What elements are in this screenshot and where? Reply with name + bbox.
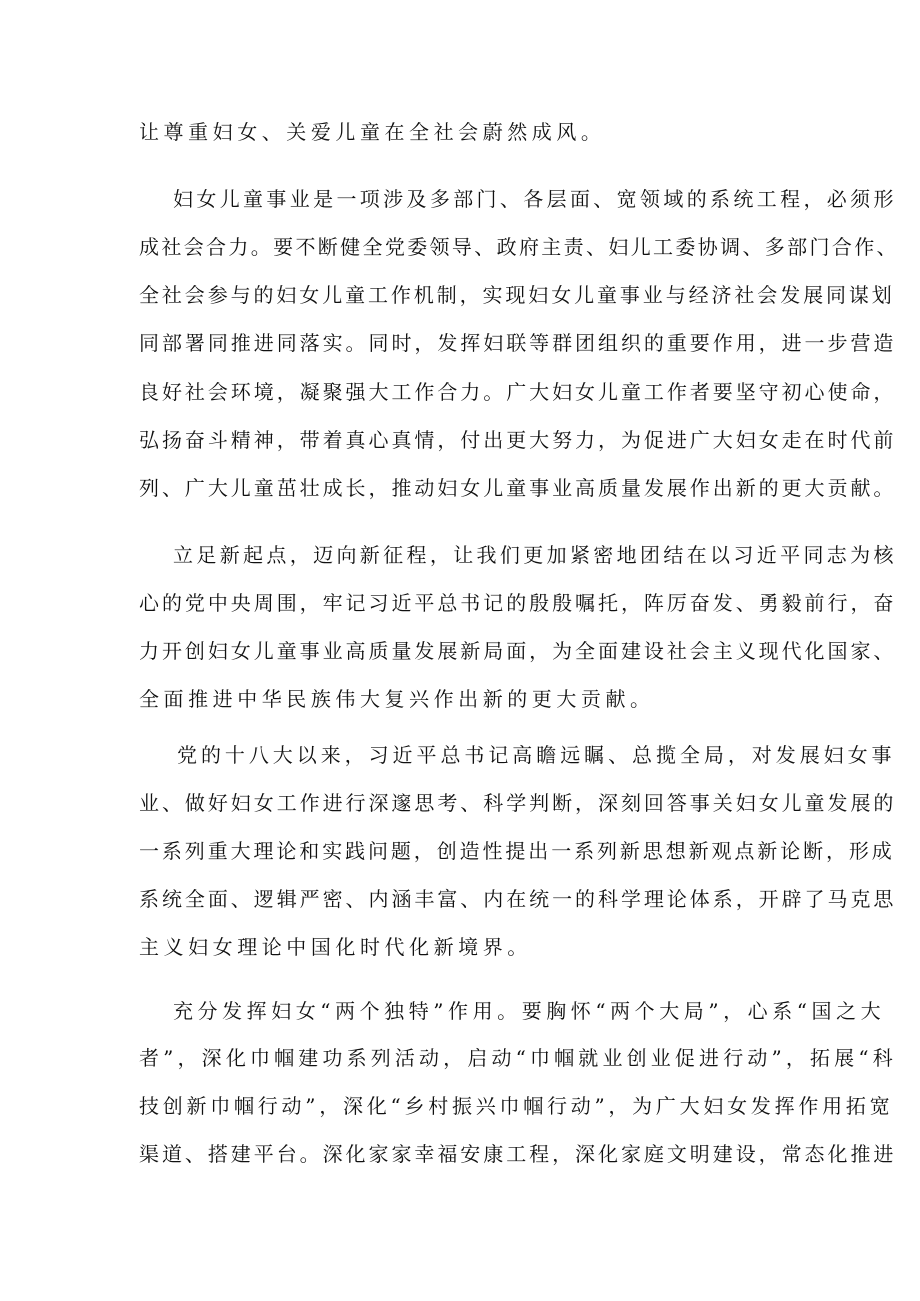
text-line: 系统全面、逻辑严密、内涵丰富、内在统一的科学理论体系，开辟了马克思 — [139, 887, 897, 911]
text-line: 全社会参与的妇女儿童工作机制，实现妇女儿童事业与经济社会发展同谋划 — [139, 283, 895, 307]
text-line: 心的党中央周围，牢记习近平总书记的殷殷嘱托，阵厉奋发、勇毅前行，奋 — [139, 591, 897, 615]
text-line: 弘扬奋斗精神，带着真心真情，付出更大努力，为促进广大妇女走在时代前 — [139, 428, 897, 452]
text-line: 成社会合力。要不断健全党委领导、政府主责、妇儿工委协调、多部门合作、 — [139, 235, 899, 259]
text-line: 主义妇女理论中国化时代化新境界。 — [139, 935, 532, 959]
text-line: 良好社会环境，凝聚强大工作合力。广大妇女儿童工作者要坚守初心使命， — [139, 380, 897, 404]
text-line: 列、广大儿童茁壮成长，推动妇女儿童事业高质量发展作出新的更大贡献。 — [139, 476, 897, 500]
text-line: 力开创妇女儿童事业高质量发展新局面，为全面建设社会主义现代化国家、 — [139, 639, 897, 663]
text-line: 业、做好妇女工作进行深邃思考、科学判断，深刻回答事关妇女儿童发展的 — [139, 791, 897, 815]
text-line: 让尊重妇女、关爱儿童在全社会蔚然成风。 — [139, 120, 606, 144]
text-line: 者”，深化巾帼建功系列活动，启动“巾帼就业创业促进行动”，拓展“科 — [139, 1046, 897, 1070]
text-line: 同部署同推进同落实。同时，发挥妇联等群团组织的重要作用，进一步营造 — [139, 331, 897, 355]
text-line: 一系列重大理论和实践问题，创造性提出一系列新思想新观点新论断，形成 — [139, 839, 895, 863]
paragraph-first-line: 立足新起点，迈向新征程，让我们更加紧密地团结在以习近平同志为核 — [173, 543, 897, 567]
text-line: 全面推进中华民族伟大复兴作出新的更大贡献。 — [139, 687, 655, 711]
paragraph-first-line: 妇女儿童事业是一项涉及多部门、各层面、宽领域的系统工程，必须形 — [173, 187, 897, 211]
paragraph-first-line: 充分发挥妇女“两个独特”作用。要胸怀“两个大局”，心系“国之大 — [173, 999, 886, 1023]
paragraph-first-line: 党的十八大以来，习近平总书记高瞻远瞩、总揽全局，对发展妇女事 — [177, 743, 896, 767]
text-line: 渠道、搭建平台。深化家家幸福安康工程，深化家庭文明建设，常态化推进 — [139, 1142, 897, 1166]
text-line: 技创新巾帼行动”，深化“乡村振兴巾帼行动”，为广大妇女发挥作用拓宽 — [139, 1094, 894, 1118]
